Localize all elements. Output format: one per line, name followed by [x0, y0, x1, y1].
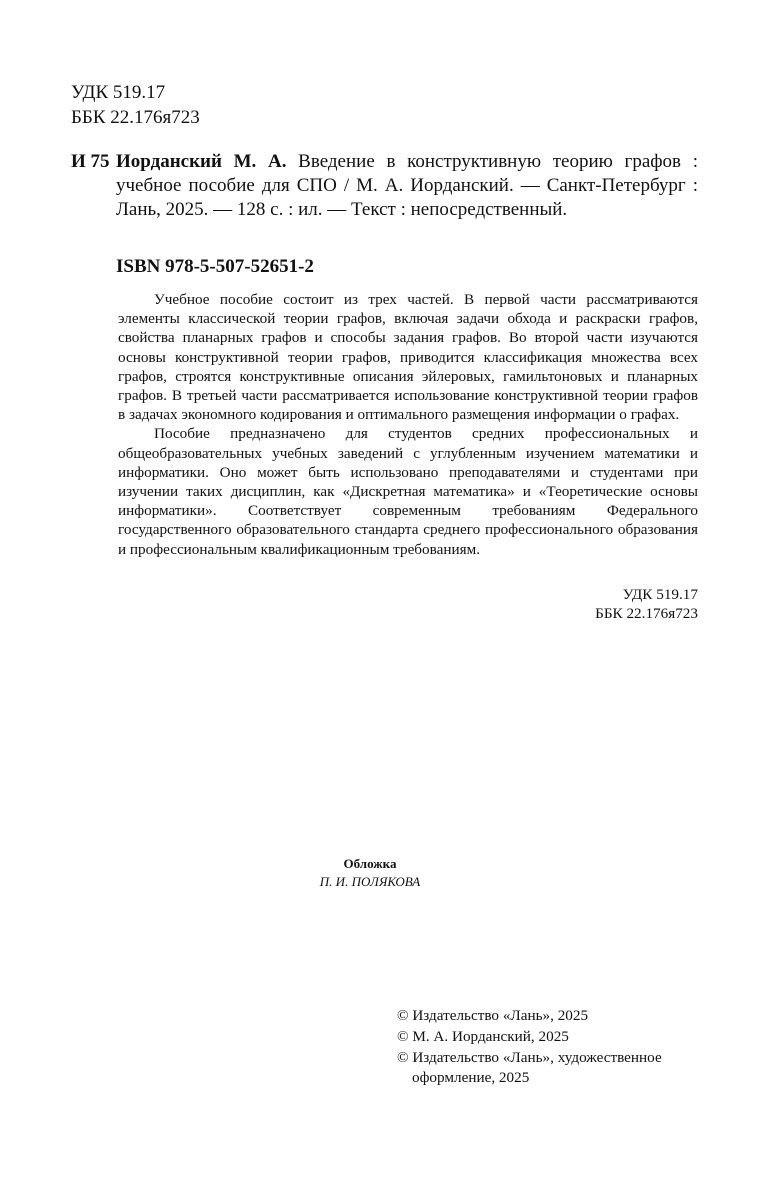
- copyright-line: © М. А. Иорданский, 2025: [397, 1027, 569, 1045]
- author-mark: И 75: [71, 151, 110, 172]
- classification-footer: [595, 585, 698, 623]
- bibliographic-description: [116, 150, 698, 222]
- bbk-code: ББК 22.176я723: [71, 107, 200, 128]
- bibliographic-entry: [71, 150, 698, 222]
- copyright-block: [397, 1006, 707, 1089]
- udk-code-repeat: УДК 519.17: [622, 586, 698, 603]
- annotation: [118, 290, 698, 559]
- copyright-line: © Издательство «Лань», 2025: [397, 1007, 589, 1024]
- annotation-paragraph: Учебное пособие состоит из трех частей. В первой части рассматриваются элементы классической теории графов, включая задачи обхода и раскраски графов, свойства планарных графов и способы задания графов. Во второй части изучаются основы конструктивной теории графов, приводится классификация множества всех графов, строятся конструктивные описания эйлеровых, гамильтоновых и планарных графов. В третьей части рассматривается использование конструктивной теории графов в задачах экономного кодирования и оптимального размещения информации о графах.: [118, 291, 698, 424]
- cover-label: Обложка: [343, 856, 397, 871]
- cover-credit: [250, 855, 490, 891]
- classification-header: [71, 80, 200, 130]
- isbn: ISBN 978-5-507-52651-2: [116, 256, 314, 277]
- author-name: Иорданский М. А.: [116, 151, 287, 172]
- copyright-line: © Издательство «Лань», художественное оформление, 2025: [397, 1048, 662, 1087]
- annotation-paragraph: Пособие предназначено для студентов средних профессиональных и общеобразовательных учебных заведений с углубленным изучением математики и информатики. Оно может быть использовано преподавателями и студентами при изучении таких дисциплин, как «Дискретная математика» и «Теоретические основы информатики». Соответствует современным требованиям Федерального государственного образовательного стандарта среднего профессионального образования и профессиональным квалификационным требованиям.: [118, 425, 698, 558]
- book-description: Введение в конструктивную теорию графов : учебное пособие для СПО / М. А. Иорданский. — Санкт-Петербург : Лань, 2025. — 128 с. : ил. — Текст : непосредственный.: [116, 151, 698, 220]
- bbk-code-repeat: ББК 22.176я723: [595, 605, 698, 623]
- cover-designer: П. И. ПОЛЯКОВА: [319, 874, 421, 889]
- udk-code: УДК 519.17: [71, 82, 166, 103]
